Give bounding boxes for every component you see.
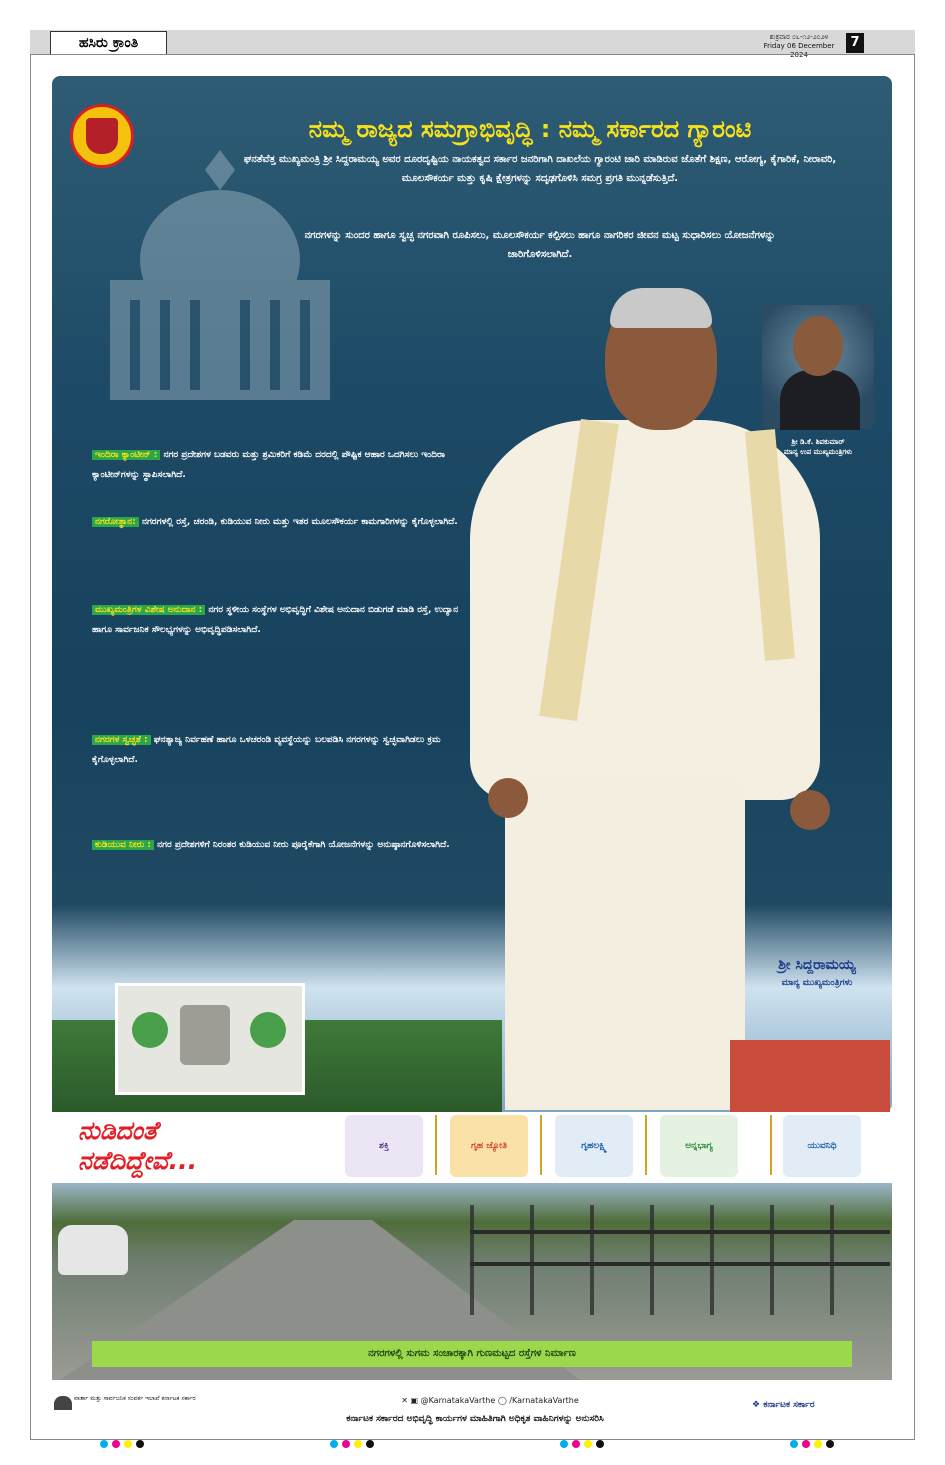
point-city-cleanliness	[92, 730, 477, 770]
point-text: ನಗರ ಪ್ರದೇಶಗಳಿಗೆ ನಿರಂತರ ಕುಡಿಯುವ ನೀರು ಪೂರೈಕೆಗಾಗಿ ಯೋಜನೆಗಳನ್ನು ಅನುಷ್ಠಾನಗೊಳಿಸಲಾಗಿದೆ.	[157, 840, 450, 850]
point-text: ನಗರ ಪ್ರದೇಶಗಳ ಬಡವರು ಮತ್ತು ಶ್ರಮಿಕರಿಗೆ ಕಡಿಮೆ ದರದಲ್ಲಿ ಪೌಷ್ಟಿಕ ಆಹಾರ ಒದಗಿಸಲು ಇಂದಿರಾ ಕ್ಯಾಂಟೀನ್‌ಗಳನ್ನು ಸ್ಥಾಪಿಸಲಾಗಿದೆ.	[92, 450, 445, 480]
intro-paragraph: ಘನತೆವೆತ್ತ ಮುಖ್ಯಮಂತ್ರಿ ಶ್ರೀ ಸಿದ್ದರಾಮಯ್ಯ ಅವರ ದೂರದೃಷ್ಟಿಯ ನಾಯಕತ್ವದ ಸರ್ಕಾರ ಜನರಿಗಾಗಿ ದಾಖಲೆಯ ಗ್ಯಾರಂಟಿ ಜಾರಿ ಮಾಡಿರುವ ಜೊತೆಗೆ ಶಿಕ್ಷಣ, ಆರೋಗ್ಯ, ಕೈಗಾರಿಕೆ, ನೀರಾವರಿ, ಮೂಲಸೌಕರ್ಯ ಮತ್ತು ಕೃಷಿ ಕ್ಷೇತ್ರಗಳನ್ನು ಸದೃಢಗೊಳಿಸಿ ಸಮಗ್ರ ಪ್ರಗತಿ ಮುನ್ನಡೆಸುತ್ತಿದೆ.	[243, 154, 837, 184]
cyan-dot	[330, 1440, 338, 1448]
intro-paragraph-2: ನಗರಗಳನ್ನು ಸುಂದರ ಹಾಗೂ ಸ್ವಚ್ಛ ನಗರವಾಗಿ ರೂಪಿಸಲು, ಮೂಲಸೌಕರ್ಯ ಕಲ್ಪಿಸಲು ಹಾಗೂ ನಾಗರಿಕರ ಜೀವನ ಮಟ್ಟ ಸುಧಾರಿಸಲು ಯೋಜನೆಗಳನ್ನು ಜಾರಿಗೊಳಿಸಲಾಗಿದೆ.	[304, 230, 776, 260]
deputy-cm-figure	[780, 370, 860, 430]
logo-separator	[435, 1115, 437, 1175]
point-highlight: ಮುಖ್ಯಮಂತ್ರಿಗಳ ವಿಶೇಷ ಅನುದಾನ :	[92, 605, 205, 615]
gruha-lakshmi-logo	[555, 1115, 633, 1177]
canteen-portrait	[180, 1005, 230, 1065]
railing-bar	[470, 1230, 890, 1234]
point-cm-special-grant	[92, 600, 477, 640]
magenta-dot	[342, 1440, 350, 1448]
point-highlight: ನಗರೋತ್ಥಾನ:	[92, 517, 139, 527]
canteen-logo-icon	[132, 1012, 168, 1048]
yellow-dot	[584, 1440, 592, 1448]
emblem-shield-icon	[86, 118, 118, 154]
government-label: ❖ ಕರ್ನಾಟಕ ಸರ್ಕಾರ	[752, 1400, 815, 1410]
cyan-dot	[560, 1440, 568, 1448]
magenta-dot	[112, 1440, 120, 1448]
yellow-dot	[354, 1440, 362, 1448]
point-text: ನಗರಗಳಲ್ಲಿ ರಸ್ತೆ, ಚರಂಡಿ, ಕುಡಿಯುವ ನೀರು ಮತ್ತು ಇತರ ಮೂಲಸೌಕರ್ಯ ಕಾಮಗಾರಿಗಳನ್ನು ಕೈಗೊಳ್ಳಲಾಗಿದೆ.	[141, 517, 458, 527]
shakti-scheme-logo	[345, 1115, 423, 1177]
newspaper-name: ಹಸಿರು ಕ್ರಾಂತಿ	[50, 31, 167, 55]
magenta-dot	[802, 1440, 810, 1448]
canteen-logo-icon	[250, 1012, 286, 1048]
issue-date-kannada: ಶುಕ್ರವಾರ ೦೬-೧೨-೨೦೨೪	[769, 33, 829, 41]
logo-separator	[645, 1115, 647, 1175]
page-number: 7	[846, 33, 864, 53]
logo-separator	[540, 1115, 542, 1175]
cm-hand-left	[488, 778, 528, 818]
point-nagarothana	[92, 512, 477, 532]
gruha-jyothi-logo	[450, 1115, 528, 1177]
cm-hair	[610, 288, 712, 328]
issue-date-english: Friday 06 December 2024	[763, 42, 835, 59]
magenta-dot	[572, 1440, 580, 1448]
scheme-logo-label: ಅನ್ನಭಾಗ್ಯ	[685, 1141, 713, 1151]
black-dot	[366, 1440, 374, 1448]
railing-bar	[470, 1262, 890, 1266]
point-highlight: ಕುಡಿಯುವ ನೀರು :	[92, 840, 154, 850]
point-text: ಘನತ್ಯಾಜ್ಯ ನಿರ್ವಹಣೆ ಹಾಗೂ ಒಳಚರಂಡಿ ವ್ಯವಸ್ಥೆಯನ್ನು ಬಲಪಡಿಸಿ ನಗರಗಳನ್ನು ಸ್ವಚ್ಛವಾಗಿಡಲು ಕ್ರಮ ಕೈಗೊಳ್ಳಲಾಗಿದೆ.	[92, 735, 441, 765]
black-dot	[136, 1440, 144, 1448]
scheme-logo-label: ಗೃಹ ಜ್ಯೋತಿ	[470, 1141, 508, 1151]
yellow-dot	[124, 1440, 132, 1448]
tagline-line-1: ನುಡಿದಂತೆ	[78, 1116, 158, 1145]
deputy-cm-designation: ಮಾನ್ಯ ಉಪ ಮುಖ್ಯಮಂತ್ರಿಗಳು	[783, 448, 853, 456]
logo-separator	[770, 1115, 772, 1175]
cm-name: ಶ್ರೀ ಸಿದ್ದರಾಮಯ್ಯ	[778, 957, 856, 973]
cyan-dot	[790, 1440, 798, 1448]
yellow-dot	[814, 1440, 822, 1448]
point-highlight: ಇಂದಿರಾ ಕ್ಯಾಂಟೀನ್ :	[92, 450, 160, 460]
scheme-logo-label: ಯುವನಿಧಿ	[807, 1141, 837, 1151]
black-dot	[826, 1440, 834, 1448]
black-dot	[596, 1440, 604, 1448]
deputy-cm-face	[793, 316, 843, 376]
road-caption: ನಗರಗಳಲ್ಲಿ ಸುಗಮ ಸಂಚಾರಕ್ಕಾಗಿ ಗುಣಮಟ್ಟದ ರಸ್ತೆಗಳ ನಿರ್ಮಾಣ	[92, 1341, 852, 1367]
issue-date	[755, 33, 843, 59]
cm-designation: ಮಾನ್ಯ ಮುಖ್ಯಮಂತ್ರಿಗಳು	[781, 978, 853, 988]
yuva-nidhi-logo	[783, 1115, 861, 1177]
deputy-cm-name: ಶ್ರೀ ಡಿ.ಕೆ. ಶಿವಕುಮಾರ್	[791, 438, 845, 446]
road-railing	[470, 1205, 890, 1315]
tagline-line-2: ನಡೆದಿದ್ದೇವೆ...	[78, 1146, 198, 1175]
parked-car	[58, 1225, 128, 1275]
scheme-logo-label: ಗೃಹಲಕ್ಷ್ಮಿ	[581, 1141, 607, 1151]
building-photo	[730, 1040, 890, 1112]
ad-headline: ನಮ್ಮ ರಾಜ್ಯದ ಸಮಗ್ರಾಭಿವೃದ್ಧಿ : ನಮ್ಮ ಸರ್ಕಾರದ ಗ್ಯಾರಂಟಿ	[308, 115, 752, 143]
point-text: ನಗರ ಸ್ಥಳೀಯ ಸಂಸ್ಥೆಗಳ ಅಭಿವೃದ್ಧಿಗೆ ವಿಶೇಷ ಅನುದಾನ ಬಿಡುಗಡೆ ಮಾಡಿ ರಸ್ತೆ, ಉದ್ಯಾನ ಹಾಗೂ ಸಾರ್ವಜನಿಕ ಸೌಲಭ್ಯಗಳನ್ನು ಅಭಿವೃದ್ಧಿಪಡಿಸಲಾಗಿದೆ.	[92, 605, 459, 635]
point-highlight: ನಗರಗಳ ಸ್ವಚ್ಛತೆ :	[92, 735, 151, 745]
point-drinking-water	[92, 835, 477, 855]
cyan-dot	[100, 1440, 108, 1448]
anna-bhagya-logo	[660, 1115, 738, 1177]
tagline	[78, 1116, 298, 1176]
cm-figure-dhoti	[505, 780, 745, 1110]
point-indira-canteen	[92, 445, 477, 485]
scheme-logo-label: ಶಕ್ತಿ	[379, 1141, 389, 1151]
department-name: ವಾರ್ತಾ ಮತ್ತು ಸಾರ್ವಜನಿಕ ಸಂಪರ್ಕ ಇಲಾಖೆ ಕರ್ನಾಟಕ ಸರ್ಕಾರ	[74, 1395, 196, 1402]
cm-hand-right	[790, 790, 830, 830]
social-handles: ✕ ▣ @KarnatakaVarthe ◯ /KarnatakaVarthe	[401, 1396, 579, 1405]
footer-message: ಕರ್ನಾಟಕ ಸರ್ಕಾರದ ಅಭಿವೃದ್ಧಿ ಕಾರ್ಯಗಳ ಮಾಹಿತಿಗಾಗಿ ಅಧಿಕೃತ ವಾಹಿನಿಗಳನ್ನು ಅನುಸರಿಸಿ	[346, 1414, 604, 1424]
